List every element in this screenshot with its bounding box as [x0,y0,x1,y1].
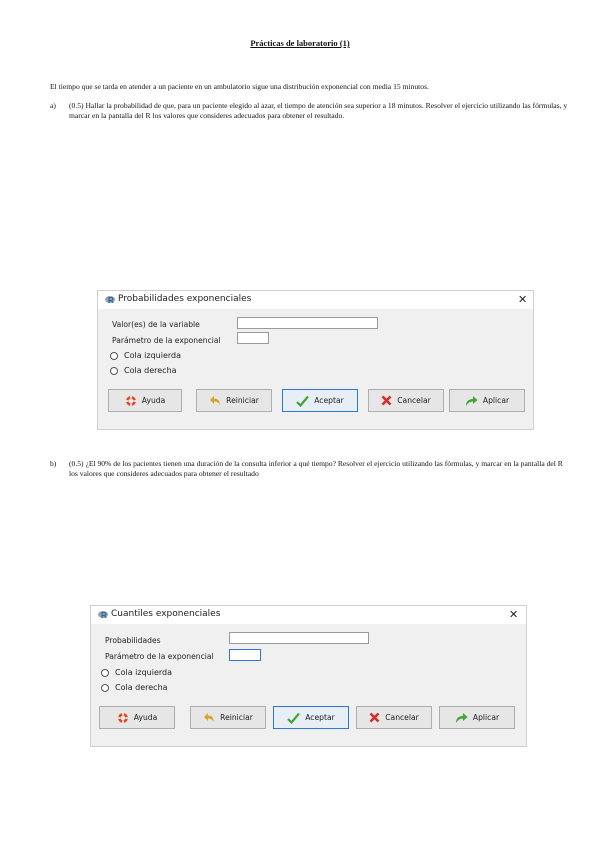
exercise-b-label: b) [50,459,57,468]
exercise-a-text: (0.5) Hallar la probabilidad de que, para un paciente elegido al azar, el tiempo de atención sea superior a 18 minutos. Resolver el ejercicio utilizando las fórmulas, y marcar en la pantalla del R los valores que consideres adecuados para obtener el resultado. [69,101,568,120]
apply-button[interactable] [449,389,525,412]
intro-paragraph: El tiempo que se tarda en atender a un paciente en un ambulatorio sigue una distribución exponencial con media 15 minutos. [50,82,429,91]
close-icon[interactable]: ✕ [509,608,519,621]
ok-button[interactable] [282,389,358,412]
checkmark-icon [287,712,300,724]
exp-parameter-label: Parámetro de la exponencial [105,652,214,661]
page-title: Prácticas de laboratorio (1) [250,38,350,48]
green-arrow-icon [465,395,478,407]
cancel-button[interactable] [356,706,432,729]
undo-arrow-icon [209,395,221,407]
dialog-probabilidades [97,290,534,430]
exercise-b-text: (0.5) ¿El 90% de los pacientes tienen una duración de la consulta inferior a qué tiempo? Resolver el ejercicio utilizando las fórmulas, y marcar en la pantalla del R los valores que consideres adecuados para obtener el resultado [69,459,563,478]
probabilities-input[interactable] [229,632,369,644]
cancel-button[interactable] [368,389,444,412]
reset-button-label: Reiniciar [220,713,253,722]
ok-button-label: Aceptar [314,396,344,405]
help-button[interactable] [99,706,175,729]
radio-right-tail-label: Cola derecha [115,683,168,692]
green-arrow-icon [455,712,468,724]
radio-left-tail[interactable] [110,351,181,360]
radio-circle-icon[interactable] [110,367,118,375]
apply-button-label: Aplicar [472,713,500,722]
exercise-a-label: a) [50,101,56,110]
apply-button-label: Aplicar [482,396,510,405]
undo-arrow-icon [203,712,215,724]
radio-circle-icon[interactable] [110,352,118,360]
r-logo-icon: R [105,296,115,305]
cancel-button-label: Cancelar [397,396,431,405]
reset-button[interactable] [190,706,266,729]
radio-left-tail-label: Cola izquierda [124,351,181,360]
radio-left-tail[interactable] [101,668,172,677]
reset-button-label: Reiniciar [226,396,259,405]
dialog-title: Cuantiles exponenciales [111,609,221,619]
exp-parameter-label: Parámetro de la exponencial [112,336,221,345]
radio-circle-icon[interactable] [101,684,109,692]
variable-values-input[interactable] [237,317,378,329]
ok-button[interactable] [273,706,349,729]
radio-right-tail[interactable] [101,683,168,692]
lifebuoy-icon [125,395,137,407]
variable-values-label: Valor(es) de la variable [112,320,200,329]
dialog-titlebar [98,291,533,309]
checkmark-icon [296,395,309,407]
dialog-titlebar [91,606,526,624]
cancel-button-label: Cancelar [385,713,419,722]
dialog-cuantiles [90,605,527,747]
help-button-label: Ayuda [133,713,158,722]
radio-circle-icon[interactable] [101,669,109,677]
r-logo-icon: R [98,611,108,620]
red-x-icon [369,712,380,723]
close-icon[interactable]: ✕ [518,293,528,306]
exercise-b [50,459,570,478]
ok-button-label: Aceptar [305,713,335,722]
dialog-title: Probabilidades exponenciales [118,294,252,304]
reset-button[interactable] [196,389,272,412]
red-x-icon [381,395,392,406]
exp-parameter-input[interactable] [237,332,269,344]
probabilities-label: Probabilidades [105,636,161,645]
apply-button[interactable] [439,706,515,729]
lifebuoy-icon [117,712,129,724]
exercise-a [50,101,570,120]
radio-left-tail-label: Cola izquierda [115,668,172,677]
radio-right-tail-label: Cola derecha [124,366,177,375]
help-button[interactable] [108,389,182,412]
exp-parameter-input[interactable] [229,649,261,661]
radio-right-tail[interactable] [110,366,177,375]
help-button-label: Ayuda [141,396,166,405]
